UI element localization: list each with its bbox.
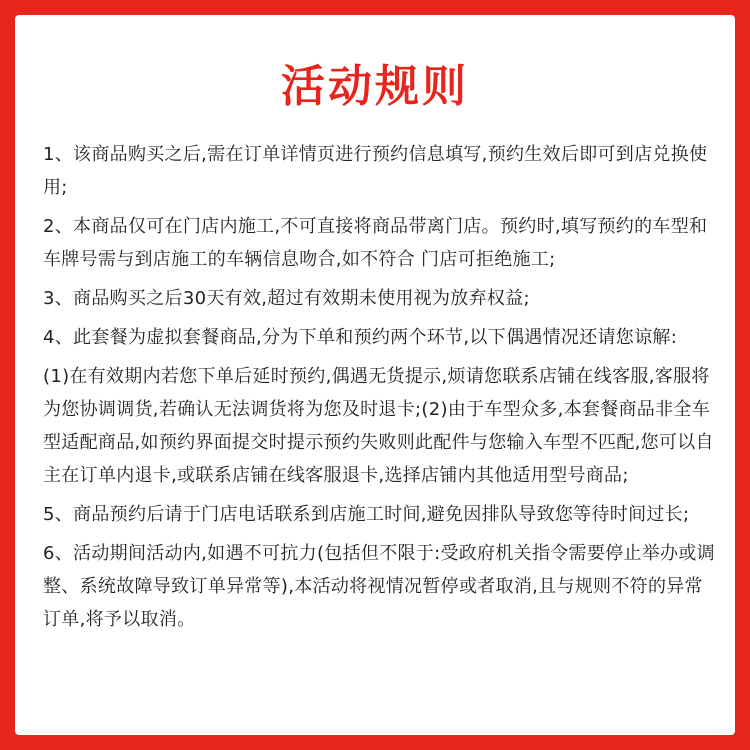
rule-item-5: 5、商品预约后请于门店电话联系到店施工时间,避免因排队导致您等待时间过长;: [43, 504, 690, 525]
rules-list: [43, 138, 715, 642]
rule-item-4-details: (1)在有效期内若您下单后延时预约,偶遇无货提示,烦请您联系店铺在线客服,客服将为您协调调货,若确认无法调货将为您及时退卡;(2)由于车型众多,本套餐商品非全车型适配商品,如预约界面提交时提示预约失败则此配件与您输入车型不匹配,您可以自主在订单内退卡,或联系店铺在线客服退卡,选择店铺内其他适用型号商品;: [43, 366, 714, 486]
page-title: 活动规则: [281, 61, 469, 112]
rule-item-3: 3、商品购买之后30天有效,超过有效期未使用视为放弃权益;: [43, 288, 530, 309]
rule-item-2: 2、本商品仅可在门店内施工,不可直接将商品带离门店。预约时,填写预约的车型和车牌号需与到店施工的车辆信息吻合,如不符合 门店可拒绝施工;: [43, 216, 708, 270]
rule-item-6: 6、活动期间活动内,如遇不可抗力(包括但不限于:受政府机关指令需要停止举办或调整、系统故障导致订单异常等),本活动将视情况暂停或者取消,且与规则不符的异常订单,将予以取消。: [43, 543, 715, 630]
rule-item-1: 1、该商品购买之后,需在订单详情页进行预约信息填写,预约生效后即可到店兑换使用;: [43, 144, 708, 198]
rule-item-4: 4、此套餐为虚拟套餐商品,分为下单和预约两个环节,以下偶遇情况还请您谅解:: [43, 327, 678, 348]
rules-card: [15, 15, 735, 735]
